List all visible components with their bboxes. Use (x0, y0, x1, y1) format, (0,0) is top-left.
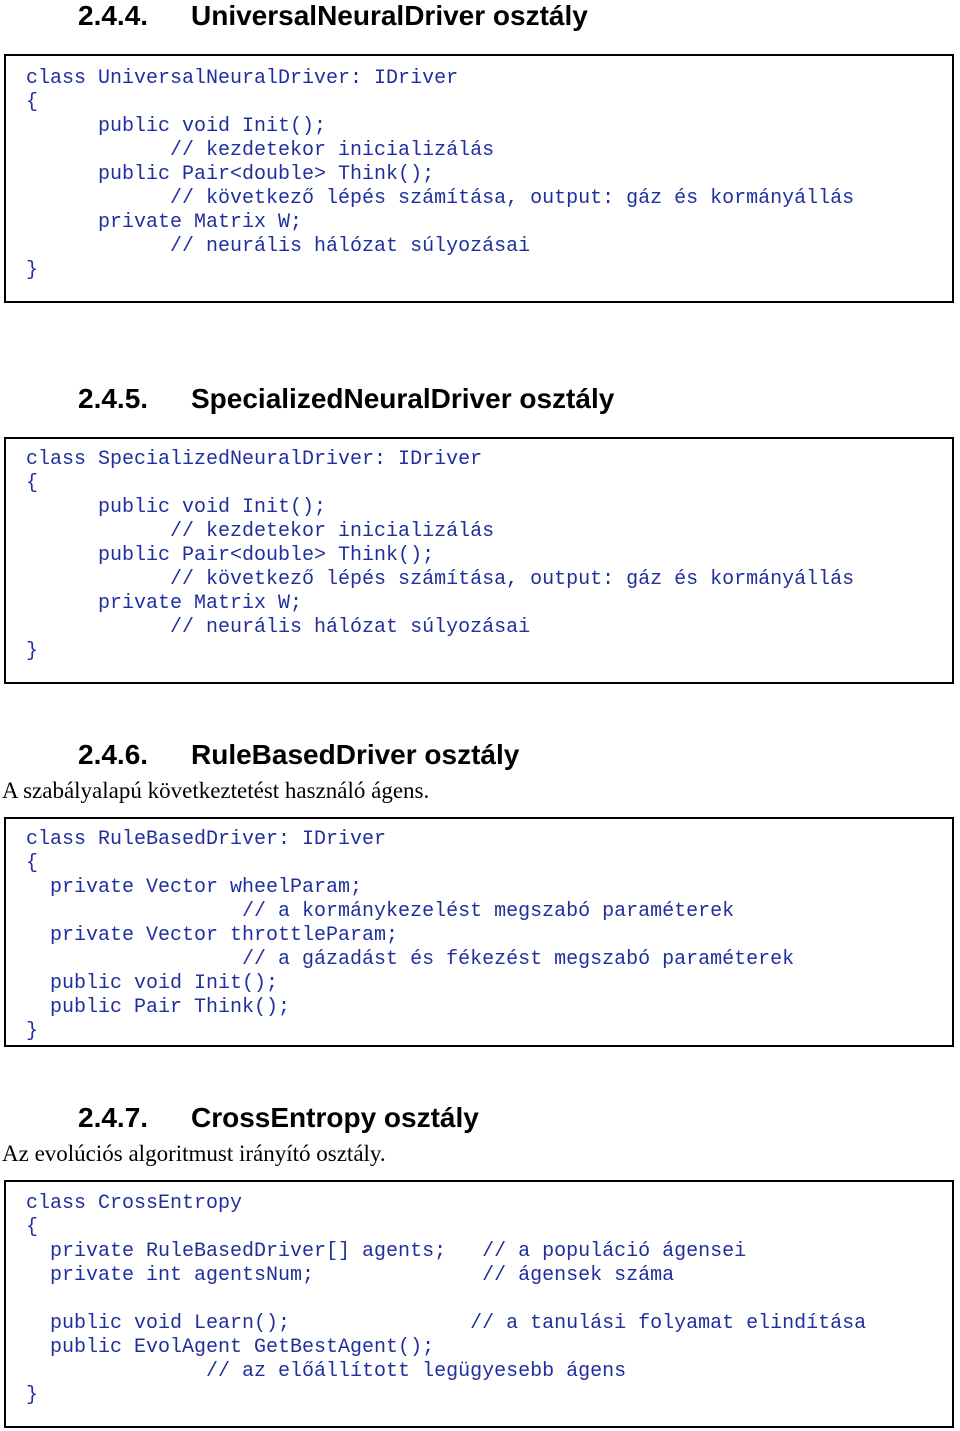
code-line: // neurális hálózat súlyozásai (26, 616, 531, 639)
section-description: Az evolúciós algoritmust irányító osztály. (2, 1141, 386, 1166)
code-line: private Vector wheelParam; (26, 876, 363, 899)
section-number: 2.4.6. (78, 739, 149, 770)
code-listing (26, 828, 794, 1044)
code-listing (26, 448, 854, 664)
code-line: public void Init(); (26, 496, 327, 519)
code-line: public void Learn(); // a tanulási folyamat elindítása (26, 1312, 867, 1335)
code-line: class SpecializedNeuralDriver: IDriver (26, 448, 483, 471)
code-line: class UniversalNeuralDriver: IDriver (26, 67, 459, 90)
section-title: RuleBasedDriver osztály (191, 739, 520, 770)
code-line: public Pair<double> Think(); (26, 163, 435, 186)
code-line: // következő lépés számítása, output: gáz és kormányállás (26, 187, 855, 210)
code-line: class CrossEntropy (26, 1192, 243, 1215)
section-heading-2-4-5 (78, 385, 614, 413)
section-heading-2-4-6 (78, 741, 519, 769)
section-number: 2.4.5. (78, 383, 149, 414)
code-line: public EvolAgent GetBestAgent(); (26, 1336, 435, 1359)
section-description: A szabályalapú következtetést használó ágens. (2, 778, 430, 803)
section-title: SpecializedNeuralDriver osztály (191, 383, 615, 414)
code-line: private Matrix W; (26, 592, 303, 615)
code-line: // az előállított legügyesebb ágens (26, 1360, 627, 1383)
code-line (26, 1288, 866, 1312)
code-line: private int agentsNum; // ágensek száma (26, 1264, 675, 1287)
code-line: { (26, 472, 39, 495)
code-line: private RuleBasedDriver[] agents; // a populáció ágensei (26, 1240, 747, 1263)
code-line: } (26, 1020, 39, 1043)
code-line: // a kormánykezelést megszabó paraméterek (26, 900, 735, 923)
section-number: 2.4.4. (78, 0, 149, 31)
code-line: } (26, 259, 39, 282)
code-line: // kezdetekor inicializálás (26, 520, 495, 543)
code-line: public void Init(); (26, 972, 279, 995)
code-line: private Matrix W; (26, 211, 303, 234)
code-line: private Vector throttleParam; (26, 924, 399, 947)
code-block-cross-entropy (4, 1180, 954, 1428)
code-line: { (26, 852, 39, 875)
code-line: // következő lépés számítása, output: gáz és kormányállás (26, 568, 855, 591)
code-line: // a gázadást és fékezést megszabó paraméterek (26, 948, 795, 971)
code-block-universal-neural-driver (4, 54, 954, 303)
code-line: public Pair<double> Think(); (26, 544, 435, 567)
code-block-specialized-neural-driver (4, 437, 954, 684)
section-heading-2-4-4 (78, 2, 588, 30)
code-line: } (26, 1384, 39, 1407)
section-title: CrossEntropy osztály (191, 1102, 479, 1133)
code-line: // neurális hálózat súlyozásai (26, 235, 531, 258)
section-title: UniversalNeuralDriver osztály (191, 0, 588, 31)
section-heading-2-4-7 (78, 1104, 479, 1132)
code-line: public void Init(); (26, 115, 327, 138)
code-line: } (26, 640, 39, 663)
section-number: 2.4.7. (78, 1102, 149, 1133)
code-line: public Pair Think(); (26, 996, 291, 1019)
code-line: class RuleBasedDriver: IDriver (26, 828, 387, 851)
code-line: { (26, 91, 39, 114)
code-line: // kezdetekor inicializálás (26, 139, 495, 162)
code-block-rule-based-driver (4, 817, 954, 1047)
code-listing (26, 1192, 866, 1408)
code-listing (26, 67, 854, 283)
code-line: { (26, 1216, 39, 1239)
